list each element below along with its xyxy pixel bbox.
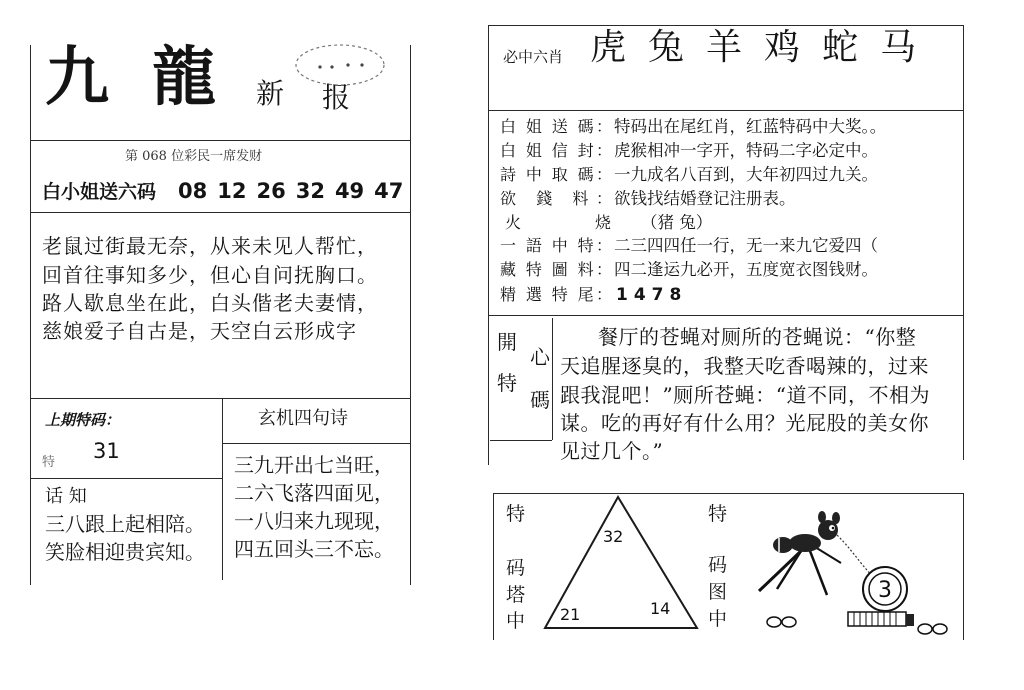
- tip-text: 四二逢运九必开，五度宽衣图钱财。: [614, 260, 878, 279]
- right-right-border: [963, 25, 964, 460]
- last-special-divider: [30, 478, 222, 479]
- last-special-value: 31: [93, 439, 120, 463]
- tip-label: 一 語 中 特：: [500, 236, 612, 255]
- zodiac-animal: 兔: [648, 27, 685, 68]
- code-number: 26: [256, 179, 286, 203]
- ant-leg: [810, 551, 827, 595]
- tip-text: 欲钱找结婚登记注册表。: [614, 189, 796, 208]
- ant-leg: [815, 547, 841, 563]
- tips-divider: [488, 315, 963, 316]
- code-number: 12: [217, 179, 247, 203]
- last-special-label: 上期特码：: [45, 411, 121, 429]
- masthead-char-1: 九: [45, 40, 109, 115]
- zodiac-animal: 虎: [590, 27, 627, 68]
- glasses-icon: [918, 624, 947, 634]
- bottom-box-right: [963, 493, 964, 640]
- mystic-poem-line: 三九开出七当旺，: [234, 453, 394, 477]
- glasses-lens: [933, 624, 947, 634]
- poem-line: 路人歇息坐在此，白头偕老夫妻情，: [42, 291, 378, 315]
- tower-label-char: 码: [506, 557, 526, 579]
- tip-text: 特码出在尾红肖，红蓝特码中大奖。。: [614, 117, 887, 136]
- zodiac-animal: 羊: [706, 27, 743, 68]
- glasses-icon: [767, 617, 796, 627]
- tip-row: [500, 287, 687, 304]
- tip-label: 白 姐 信 封：: [500, 141, 612, 160]
- happy-code-box-bottom: [490, 440, 552, 441]
- left-panel-right-border: [410, 45, 411, 585]
- tip-row: [500, 262, 878, 279]
- glasses-lens: [782, 617, 796, 627]
- tip-value: 1478: [616, 285, 688, 305]
- tower-label-char: 特: [506, 503, 526, 525]
- left-title-divider: [30, 140, 410, 141]
- code-number: 49: [334, 179, 365, 203]
- tip-label: 精 選 特 尾：: [500, 285, 612, 304]
- tip-label: 欲 錢 料：: [500, 189, 612, 208]
- oval-dot: [318, 65, 321, 68]
- zodiac-animal: 鸡: [764, 27, 801, 68]
- code-number: 08: [178, 179, 208, 203]
- picture-label-char: 特: [708, 503, 728, 525]
- ant-string: [837, 535, 871, 577]
- glasses-lens: [918, 624, 932, 634]
- left-poem-divider: [30, 398, 410, 399]
- oval-dot: [360, 63, 363, 66]
- masthead-sub-1: 新: [256, 77, 285, 110]
- hint-line: 三八跟上起相陪。: [45, 512, 205, 536]
- last-special-prefix: 特: [42, 455, 56, 470]
- ant-body: [789, 534, 821, 552]
- left-bottom-center-divider: [222, 398, 223, 580]
- tower-number-right: 14: [650, 599, 671, 618]
- triangle-tower: [540, 492, 705, 634]
- ant-pupil: [832, 527, 835, 530]
- six-codes-label: 白小姐送六码: [42, 181, 157, 203]
- joke-line: 谋。吃的再好有什么用？光屁股的美女你: [560, 411, 929, 435]
- zodiac-animal: 蛇: [822, 27, 859, 68]
- issue-line: 第 068 位彩民一席发财: [125, 149, 263, 164]
- coin-number: 3: [878, 578, 892, 603]
- mystic-poem-line: 二六飞落四面见，: [234, 481, 394, 505]
- hint-title: 话 知: [45, 486, 87, 507]
- ant-figure: [759, 511, 841, 595]
- oval-dot: [330, 65, 333, 68]
- tip-label: 白 姐 送 碼：: [500, 117, 612, 136]
- ant-cartoon-illustration: [755, 505, 960, 635]
- tower-label-char: 中: [506, 610, 526, 632]
- right-left-border: [488, 25, 489, 465]
- poem-line: 慈娘爱子自古是，天空白云形成字: [42, 319, 357, 343]
- six-codes-numbers: [178, 181, 403, 202]
- mystic-poem-title: 玄机四句诗: [258, 408, 348, 429]
- picture-label-char: 码: [708, 554, 728, 576]
- joke-line: 见过几个。”: [560, 439, 664, 463]
- poem-line: 回首往事知多少，但心自问抚胸口。: [42, 263, 378, 287]
- mystic-title-divider: [222, 443, 410, 444]
- happy-code-char: 心: [530, 345, 550, 369]
- six-zodiac-animals: [590, 27, 917, 68]
- glasses-lens: [767, 617, 781, 627]
- joke-line: 跟我混吧！”厕所苍蝇：“道不同，不相为: [560, 383, 930, 407]
- happy-code-box-right: [552, 318, 553, 440]
- ant-head: [818, 520, 838, 540]
- hint-line: 笑脸相迎贵宾知。: [45, 540, 205, 564]
- tip-label: 火 烧: [505, 213, 611, 232]
- zodiac-divider: [488, 110, 963, 111]
- decorative-dotted-oval: [292, 40, 388, 90]
- oval-dot: [346, 63, 349, 66]
- tip-row: [500, 238, 878, 255]
- tip-row: [500, 143, 878, 160]
- happy-code-char: 開: [497, 330, 517, 354]
- poem-line: 老鼠过街最无奈，从来未见人帮忙，: [42, 234, 378, 258]
- tip-text: 一九成名八百到，大年初四过九关。: [614, 165, 878, 184]
- platform: [848, 612, 914, 626]
- tip-row: [500, 119, 886, 136]
- masthead-char-2: 龍: [152, 40, 216, 115]
- left-codes-divider: [30, 212, 410, 213]
- platform-block: [906, 614, 914, 626]
- bottom-box-left: [493, 493, 494, 640]
- tip-row: [500, 167, 878, 184]
- mystic-poem-line: 一八归来九现现，: [234, 509, 394, 533]
- tip-text: （猪 兔）: [641, 213, 713, 232]
- happy-code-char: 特: [497, 371, 517, 395]
- joke-line: 天追腥逐臭的，我整天吃香喝辣的，过来: [560, 354, 929, 378]
- six-zodiac-label: 必中六肖: [503, 48, 564, 66]
- tip-label: 藏 特 圖 料：: [500, 260, 612, 279]
- oval-outline: [296, 45, 384, 85]
- joke-line: 餐厅的苍蝇对厕所的苍蝇说：“你整: [598, 325, 917, 349]
- tip-row: [500, 191, 796, 208]
- picture-label-char: 图: [708, 581, 728, 603]
- code-number: 47: [374, 179, 404, 203]
- left-panel-left-border: [30, 45, 31, 585]
- right-top-border: [488, 25, 963, 26]
- tip-text: 二三四四任一行，无一来九它爱四（: [614, 236, 878, 255]
- tower-label-char: 塔: [506, 584, 526, 606]
- zodiac-animal: 马: [880, 27, 917, 68]
- happy-code-char: 碼: [530, 388, 550, 412]
- tower-number-left: 21: [560, 605, 581, 624]
- tip-text: 虎猴相冲一字开，特码二字必定中。: [614, 141, 878, 160]
- coin: [863, 567, 907, 611]
- tower-number-top: 32: [603, 527, 624, 546]
- platform-base: [848, 612, 906, 626]
- tip-row: [505, 215, 712, 232]
- masthead-sub-2: 报: [322, 81, 351, 114]
- picture-label-char: 中: [708, 608, 728, 630]
- mystic-poem-line: 四五回头三不忘。: [234, 537, 394, 561]
- code-number: 32: [295, 179, 325, 203]
- tip-label: 詩 中 取 碼：: [500, 165, 612, 184]
